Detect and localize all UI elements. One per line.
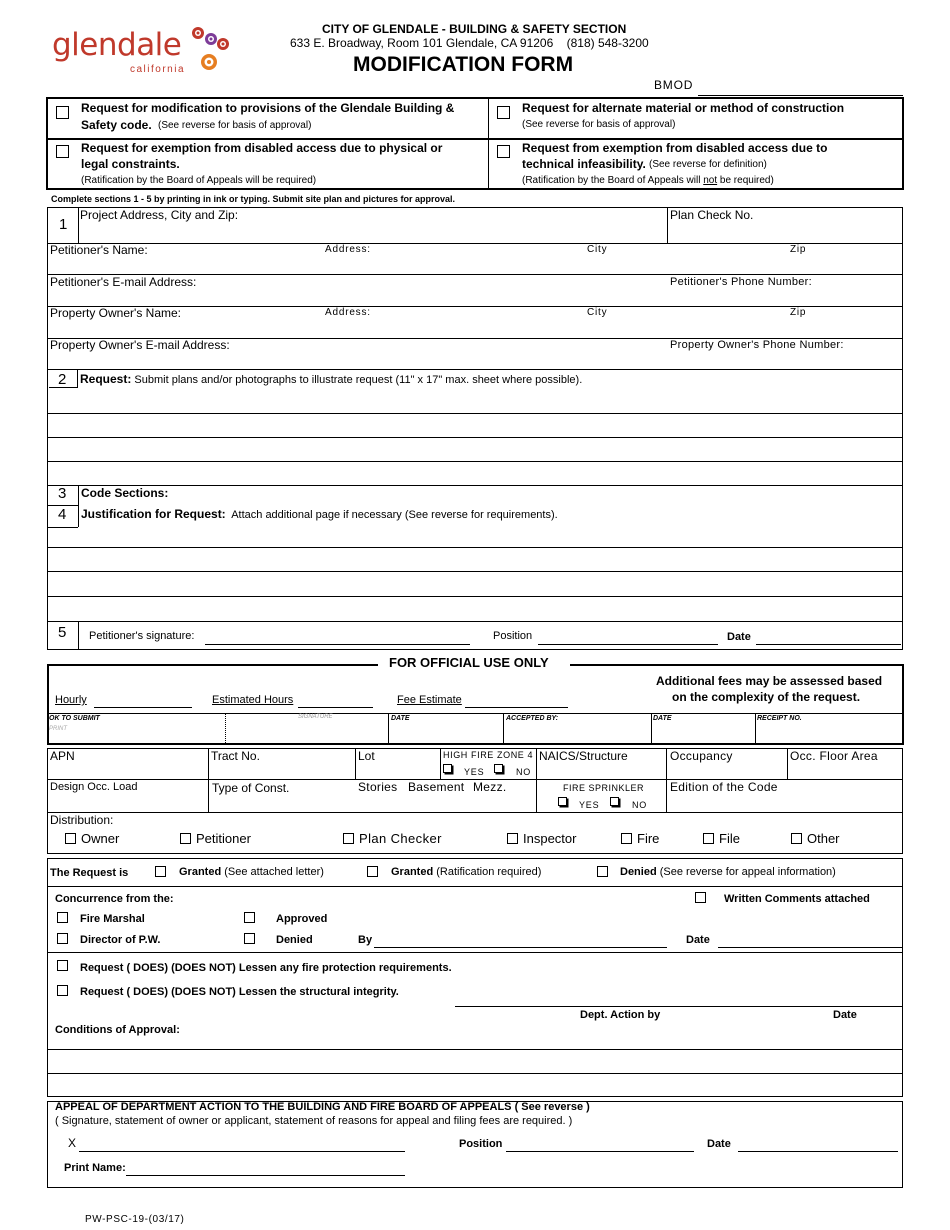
owner-phone-label: Property Owner's Phone Number:	[670, 339, 844, 351]
director-checkbox[interactable]	[57, 933, 68, 944]
owner-name-label: Property Owner's Name:	[50, 306, 181, 320]
appeal-date-label: Date	[707, 1138, 731, 1150]
logo-word: glendale	[52, 27, 182, 63]
dist-inspector-label: Inspector	[523, 831, 577, 846]
edition-label: Edition of the Code	[670, 780, 778, 794]
section-4-number: 4	[58, 506, 67, 523]
est-hours-label: Estimated Hours	[212, 694, 294, 706]
type-const-label: Type of Const.	[212, 781, 290, 795]
appeal-x-label: X	[68, 1136, 77, 1150]
signature-small-label: SIGNATURE	[298, 714, 333, 720]
fire-marshal-label: Fire Marshal	[80, 913, 145, 925]
high-fire-no-checkbox[interactable]	[494, 764, 503, 773]
sprinkler-yes-label: YES	[579, 800, 600, 810]
section-2-number: 2	[58, 371, 67, 388]
lessen-fire-checkbox[interactable]	[57, 960, 68, 971]
fire-sprinkler-label: FIRE SPRINKLER	[563, 783, 645, 793]
form-code: PW-PSC-19-(03/17)	[85, 1214, 185, 1225]
lessen-fire-label: Request ( DOES) (DOES NOT) Lessen any fire protection requirements.	[80, 962, 452, 974]
distribution-label: Distribution:	[50, 813, 114, 827]
appeal-signature-line[interactable]	[79, 1151, 405, 1152]
section-1-number: 1	[59, 216, 68, 233]
by-line[interactable]	[374, 947, 667, 948]
fire-marshal-checkbox[interactable]	[57, 912, 68, 923]
dept-action-label: Dept. Action by	[580, 1009, 661, 1021]
sprinkler-yes-checkbox[interactable]	[558, 797, 567, 806]
petitioner-signature-label: Petitioner's signature:	[89, 630, 195, 642]
tract-label: Tract No.	[211, 749, 260, 763]
fee-estimate-line[interactable]	[465, 707, 568, 708]
appeal-position-line[interactable]	[506, 1151, 694, 1152]
justification-text-area[interactable]	[48, 528, 902, 620]
position-label: Position	[493, 630, 533, 642]
high-fire-no-label: NO	[516, 767, 532, 777]
apn-label: APN	[50, 749, 75, 763]
design-occ-label: Design Occ. Load	[50, 781, 138, 793]
petitioner-signature-line[interactable]	[205, 644, 470, 645]
plan-check-label: Plan Check No.	[670, 208, 754, 222]
denied-appeal-label: Denied (See reverse for appeal information)	[620, 866, 836, 878]
print-name-label: Print Name:	[64, 1162, 126, 1174]
mezz-label: Mezz.	[473, 780, 507, 794]
petitioner-address-label: Address:	[325, 244, 371, 255]
page-title: MODIFICATION FORM	[353, 53, 574, 76]
fees-note-1: Additional fees may be assessed based	[656, 674, 883, 688]
dist-fire-label: Fire	[637, 831, 660, 846]
dist-plan-checker-label: Plan Checker	[359, 831, 442, 846]
appeal-date-line[interactable]	[738, 1151, 898, 1152]
section-3-number: 3	[58, 485, 67, 502]
est-hours-line[interactable]	[298, 707, 373, 708]
official-date2-label: DATE	[653, 715, 672, 722]
owner-address-label: Address:	[325, 307, 371, 318]
sprinkler-no-label: NO	[632, 800, 648, 810]
appeal-title: APPEAL OF DEPARTMENT ACTION TO THE BUILDING AND FIRE BOARD OF APPEALS ( See reverse )	[55, 1101, 590, 1113]
print-name-line[interactable]	[126, 1175, 405, 1176]
dist-fire-checkbox[interactable]	[621, 833, 632, 844]
dist-file-label: File	[719, 831, 740, 846]
granted-letter-label: Granted (See attached letter)	[179, 866, 324, 878]
request-text-area[interactable]	[48, 390, 902, 484]
date-label: Date	[727, 631, 751, 643]
dept-name: CITY OF GLENDALE - BUILDING & SAFETY SECTION	[322, 22, 627, 36]
lot-label: Lot	[358, 749, 375, 763]
concurrence-date-label: Date	[686, 934, 710, 946]
code-sections-label: Code Sections:	[81, 486, 169, 500]
concurrence-date-line[interactable]	[718, 947, 902, 948]
dist-petitioner-checkbox[interactable]	[180, 833, 191, 844]
approved-label: Approved	[276, 913, 328, 925]
r4-note-inline: (See reverse for definition)	[649, 159, 767, 170]
dist-other-checkbox[interactable]	[791, 833, 802, 844]
r3-note: (Ratification by the Board of Appeals will be required)	[81, 175, 317, 186]
r2-note: (See reverse for basis of approval)	[522, 119, 676, 130]
dist-owner-label: Owner	[81, 831, 120, 846]
petitioner-name-label: Petitioner's Name:	[50, 243, 148, 257]
concurrence-label: Concurrence from the:	[55, 893, 174, 905]
r3-label: Request for exemption from disabled access due to physical or	[81, 141, 443, 155]
official-date-label: DATE	[391, 715, 410, 722]
basement-label: Basement	[408, 780, 465, 794]
fees-note-2: on the complexity of the request.	[672, 690, 861, 704]
request-label: Request: Submit plans and/or photographs to illustrate request (11" x 17" max. sheet where possible).	[80, 372, 583, 386]
justification-label: Justification for Request: Attach additional page if necessary (See reverse for requirements).	[81, 507, 558, 521]
r4-note: (Ratification by the Board of Appeals will not be required)	[522, 175, 774, 186]
dist-inspector-checkbox[interactable]	[507, 833, 518, 844]
r4-label2: technical infeasibility.	[522, 157, 646, 171]
denied-checkbox[interactable]	[244, 933, 255, 944]
dept-action-date-label: Date	[833, 1009, 857, 1021]
dist-petitioner-label: Petitioner	[196, 831, 251, 846]
written-comments-checkbox[interactable]	[695, 892, 706, 903]
high-fire-yes-label: YES	[464, 767, 485, 777]
occupancy-label: Occupancy	[670, 749, 733, 763]
r2-label: Request for alternate material or method of construction	[522, 101, 845, 115]
project-address-label: Project Address, City and Zip:	[80, 208, 239, 222]
petitioner-phone-label: Petitioner's Phone Number:	[670, 276, 812, 288]
granted-letter-checkbox[interactable]	[155, 866, 166, 877]
request-exemption-physical-checkbox[interactable]	[56, 145, 69, 158]
denied-label: Denied	[276, 934, 313, 946]
owner-city-label: City	[587, 307, 608, 318]
approved-checkbox[interactable]	[244, 912, 255, 923]
occ-floor-label: Occ. Floor Area	[790, 749, 878, 763]
naics-label: NAICS/Structure	[539, 749, 628, 763]
request-exemption-technical-checkbox[interactable]	[497, 145, 510, 158]
conditions-label: Conditions of Approval:	[55, 1024, 180, 1036]
conditions-text-area[interactable]	[48, 1040, 902, 1096]
high-fire-label: HIGH FIRE ZONE 4	[443, 750, 534, 760]
sprinkler-no-checkbox[interactable]	[610, 797, 619, 806]
dept-action-line[interactable]	[455, 1006, 903, 1007]
hourly-label: Hourly	[55, 694, 87, 706]
instructions: Complete sections 1 - 5 by printing in ink or typing. Submit site plan and pictures for approval.	[51, 194, 456, 204]
petitioner-city-label: City	[587, 244, 608, 255]
director-label: Director of P.W.	[80, 934, 161, 946]
granted-ratification-label: Granted (Ratification required)	[391, 866, 542, 878]
r4-label: Request from exemption from disabled access due to	[522, 141, 828, 155]
glendale-logo	[52, 22, 237, 78]
petitioner-zip-label: Zip	[790, 244, 807, 255]
bmod-label: BMOD	[654, 78, 694, 92]
granted-ratification-checkbox[interactable]	[367, 866, 378, 877]
appeal-note: ( Signature, statement of owner or applicant, statement of reasons for appeal and filing fees are required. )	[55, 1115, 573, 1127]
section-5-number: 5	[58, 624, 67, 641]
lessen-struct-checkbox[interactable]	[57, 985, 68, 996]
r1-label2: Safety code.	[81, 118, 152, 132]
lessen-struct-label: Request ( DOES) (DOES NOT) Lessen the structural integrity.	[80, 986, 399, 998]
accepted-by-label: ACCEPTED BY:	[506, 715, 559, 722]
written-comments-label: Written Comments attached	[724, 893, 870, 905]
receipt-label: RECEIPT NO.	[757, 715, 802, 722]
dist-plan-checker-checkbox[interactable]	[343, 833, 354, 844]
property-grid-box	[47, 748, 903, 854]
dist-file-checkbox[interactable]	[703, 833, 714, 844]
logo-sub: california	[130, 64, 186, 75]
hourly-line[interactable]	[94, 707, 192, 708]
print-label: PRINT	[49, 726, 67, 732]
position-line[interactable]	[538, 644, 718, 645]
bmod-line[interactable]	[698, 95, 903, 96]
dist-owner-checkbox[interactable]	[65, 833, 76, 844]
official-use-title: FOR OFFICIAL USE ONLY	[389, 655, 549, 670]
dept-address: 633 E. Broadway, Room 101 Glendale, CA 91206 (818) 548-3200	[290, 36, 649, 50]
ok-submit-label: OK TO SUBMIT	[49, 715, 100, 722]
stories-label: Stories	[358, 780, 398, 794]
request-modification-checkbox[interactable]	[56, 106, 69, 119]
r1-note: (See reverse for basis of approval)	[158, 120, 312, 131]
by-label: By	[358, 934, 373, 946]
r3-label2: legal constraints.	[81, 157, 180, 171]
r1-label: Request for modification to provisions of the Glendale Building &	[81, 101, 455, 115]
denied-appeal-checkbox[interactable]	[597, 866, 608, 877]
logo-swirl-icon	[186, 24, 238, 76]
owner-email-label: Property Owner's E-mail Address:	[50, 338, 230, 352]
petitioner-email-label: Petitioner's E-mail Address:	[50, 275, 197, 289]
high-fire-yes-checkbox[interactable]	[443, 764, 452, 773]
dist-other-label: Other	[807, 831, 840, 846]
date-line[interactable]	[756, 644, 901, 645]
fee-estimate-label: Fee Estimate	[397, 694, 462, 706]
request-alternate-checkbox[interactable]	[497, 106, 510, 119]
project-address-field[interactable]	[80, 226, 666, 242]
request-is-label: The Request is	[50, 867, 129, 879]
appeal-position-label: Position	[459, 1138, 503, 1150]
owner-zip-label: Zip	[790, 307, 807, 318]
